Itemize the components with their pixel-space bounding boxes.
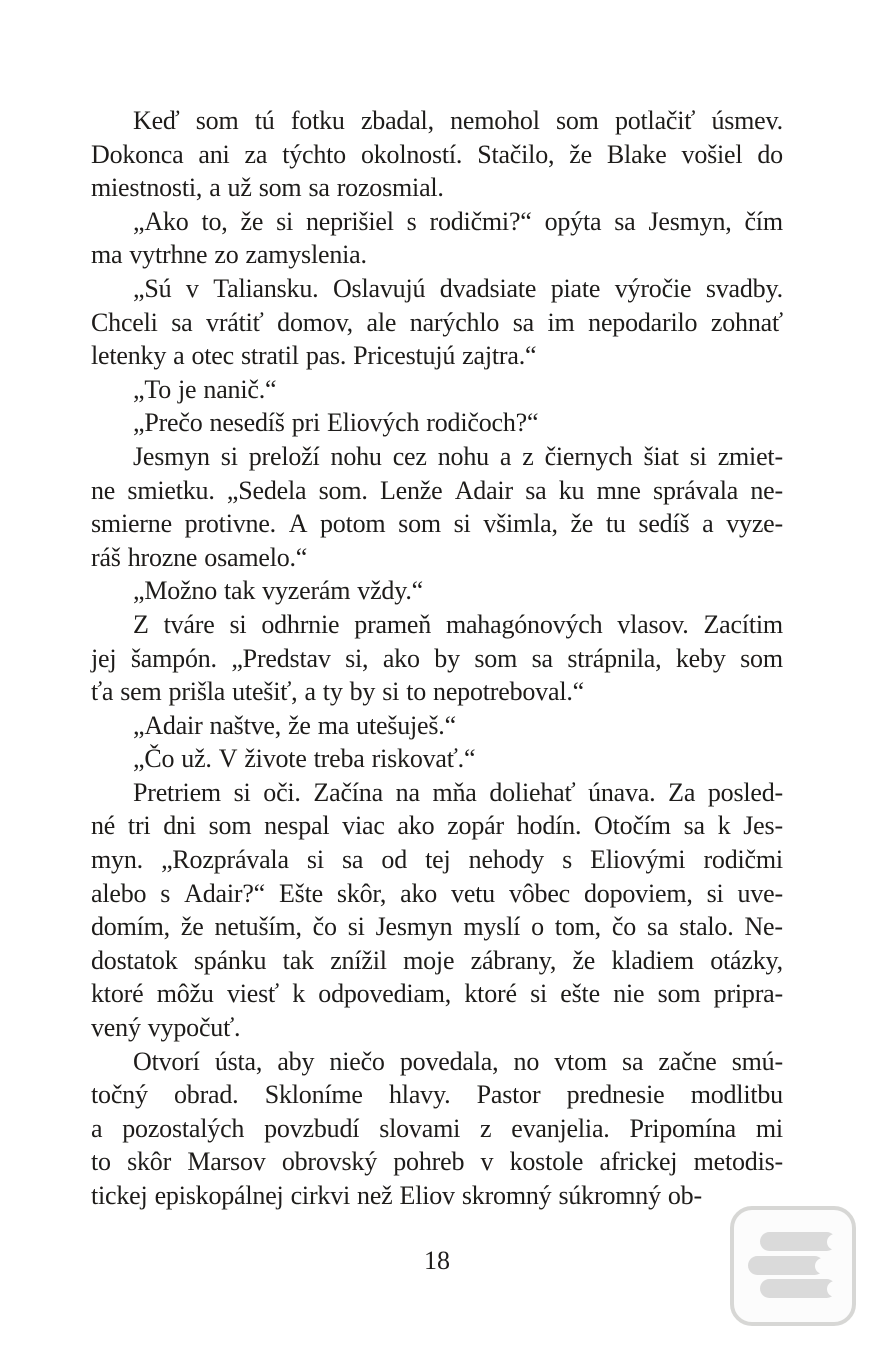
text-line: smierne protivne. A potom som si všimla, že tu sedíš a vyze- (91, 509, 783, 539)
text-line: né tri dni som nespal viac ako zopár hodín. Otočím sa k Jes- (91, 811, 783, 841)
text-line: ktoré môžu viesť k odpovediam, ktoré si ešte nie som pripra- (91, 979, 783, 1009)
text-line: Keď som tú fotku zbadal, nemohol som potlačiť úsmev. (133, 106, 783, 135)
text-line: ma vytrhne zo zamyslenia. (91, 240, 367, 270)
text-line: „Prečo nesedíš pri Eliových rodičoch?“ (133, 408, 539, 438)
text-line: miestnosti, a už som sa rozosmial. (91, 173, 444, 203)
text-line: a pozostalých povzbudí slovami z evanjelia. Pripomína mi (91, 1113, 783, 1143)
text-line: Otvorí ústa, aby niečo povedala, no vtom sa začne smú- (133, 1046, 783, 1076)
text-line: ťa sem prišla utešiť, a ty by si to nepotreboval.“ (91, 677, 584, 707)
text-line: „Možno tak vyzerám vždy.“ (133, 576, 423, 606)
text-line: „Adair naštve, že ma utešuješ.“ (133, 710, 456, 740)
text-line: Chceli sa vrátiť domov, ale narýchlo sa im nepodarilo zohnať (91, 307, 783, 337)
text-line: „Sú v Taliansku. Oslavujú dvadsiate piate výročie svadby. (133, 273, 783, 303)
text-line: alebo s Adair?“ Ešte skôr, ako vetu vôbec dopoviem, si uve- (91, 878, 783, 908)
text-line: „Čo už. V živote treba riskovať.“ (133, 744, 476, 774)
text-line: Jesmyn si preloží nohu cez nohu a z čiernych šiat si zmiet- (133, 441, 783, 471)
stacked-books-logo-icon (730, 1206, 856, 1326)
text-line: Pretriem si oči. Začína na mňa doliehať únava. Za posled- (133, 777, 783, 807)
text-line: „Ako to, že si neprišiel s rodičmi?“ opýta sa Jesmyn, čím (133, 206, 783, 236)
text-line: Z tváre si odhrnie prameň mahagónových vlasov. Zacítim (133, 609, 783, 639)
text-line: to skôr Marsov obrovský pohreb v kostole africkej metodis- (91, 1147, 783, 1177)
text-line: točný obrad. Skloníme hlavy. Pastor prednesie modlitbu (91, 1080, 783, 1110)
page-text (91, 104, 783, 1213)
book-icon (748, 1256, 824, 1275)
text-line: ráš hrozne osamelo.“ (91, 542, 308, 572)
page-number: 18 (424, 1246, 450, 1275)
text-line: „To je nanič.“ (133, 374, 277, 404)
book-icon (760, 1279, 836, 1298)
text-line: myn. „Rozprávala si sa od tej nehody s Eliovými rodičmi (91, 845, 783, 875)
text-line: tickej episkopálnej cirkvi než Eliov skromný súkromný ob- (91, 1181, 702, 1210)
text-line: vený vypočuť. (91, 1013, 241, 1043)
text-line: Dokonca ani za týchto okolností. Stačilo, že Blake vošiel do (91, 139, 783, 169)
text-line: dostatok spánku tak znížil moje zábrany, že kladiem otázky, (91, 945, 783, 975)
text-line: ne smietku. „Sedela som. Lenže Adair sa ku mne správala ne- (91, 475, 783, 505)
book-icon (760, 1232, 836, 1251)
text-line: domím, že netuším, čo si Jesmyn myslí o tom, čo sa stalo. Ne- (91, 912, 783, 942)
text-line: jej šampón. „Predstav si, ako by som sa strápnila, keby som (91, 643, 783, 673)
text-line: letenky a otec stratil pas. Pricestujú zajtra.“ (91, 341, 537, 371)
